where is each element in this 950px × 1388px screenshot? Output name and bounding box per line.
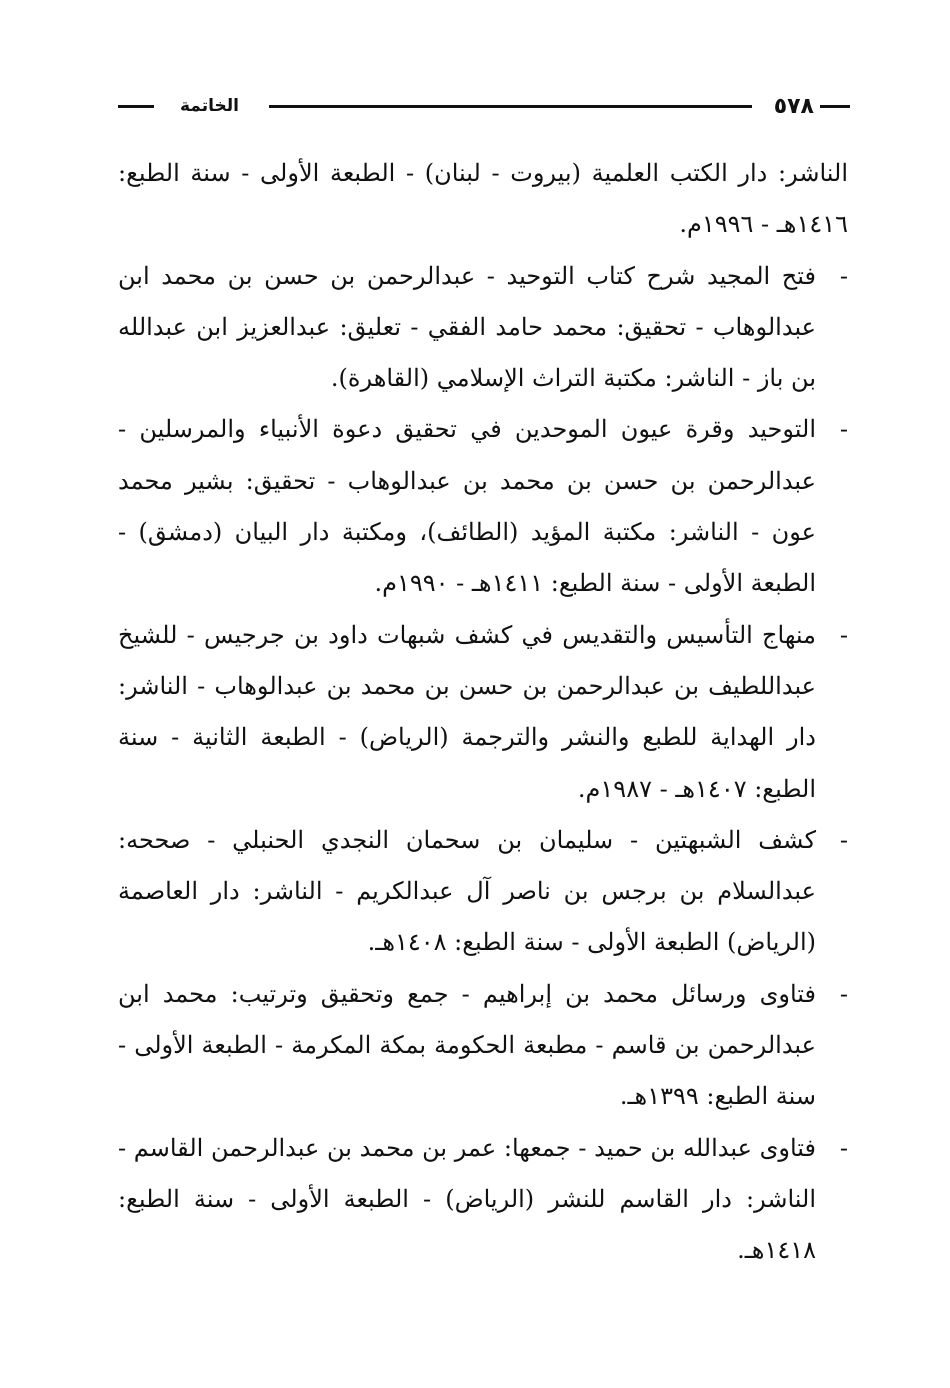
bibliography-entry [118, 1123, 848, 1277]
entry-text: فتح المجيد شرح كتاب التوحيد - عبدالرحمن بن حسن بن محمد ابن عبدالوهاب - تحقيق: محمد حامد الفقي - تعليق: عبدالعزيز ابن عبدالله بن باز - الناشر: مكتبة التراث الإسلامي (القاهرة). [118, 261, 816, 393]
bibliography-entry [118, 969, 848, 1123]
entry-bullet: - [839, 261, 848, 290]
entry-text: التوحيد وقرة عيون الموحدين في تحقيق دعوة الأنبياء والمرسلين - عبدالرحمن بن حسن بن محمد بن عبدالوهاب - تحقيق: بشير محمد عون - الناشر: مكتبة المؤيد (الطائف)، ومكتبة دار البيان (دمشق) - الطبعة الأولى - سنة الطبع: ١٤١١هـ - ١٩٩٠م. [118, 415, 816, 598]
entry-bullet: - [839, 415, 848, 444]
page-number: ٥٧٨ [773, 93, 814, 119]
entry-text: فتاوى عبدالله بن حميد - جمعها: عمر بن محمد بن عبدالرحمن القاسم - الناشر: دار القاسم للنشر (الرياض) - الطبعة الأولى - سنة الطبع: ١٤١٨هـ. [118, 1133, 816, 1265]
entry-bullet: - [839, 620, 848, 649]
header-dash [118, 105, 154, 108]
entry-text: الناشر: دار الكتب العلمية (بيروت - لبنان) - الطبعة الأولى - سنة الطبع: ١٤١٦هـ - ١٩٩٦م. [118, 159, 848, 239]
entry-bullet: - [839, 979, 848, 1008]
bibliography-entry [118, 815, 848, 969]
bibliography-entry [118, 251, 848, 405]
header-rule [269, 105, 752, 108]
bibliography-entry [118, 610, 848, 815]
entry-text: فتاوى ورسائل محمد بن إبراهيم - جمع وتحقيق وترتيب: محمد ابن عبدالرحمن بن قاسم - مطبعة الحكومة بمكة المكرمة - الطبعة الأولى - سنة الطبع: ١٣٩٩هـ. [118, 979, 816, 1111]
bibliography-entry [118, 148, 848, 251]
entry-text: منهاج التأسيس والتقديس في كشف شبهات داود بن جرجيس - للشيخ عبداللطيف بن عبدالرحمن بن حسن بن محمد بن عبدالوهاب - الناشر: دار الهداية للطبع والنشر والترجمة (الرياض) - الطبعة الثانية - سنة الطبع: ١٤٠٧هـ - ١٩٨٧م. [118, 620, 816, 803]
chapter-title: الخاتمة [180, 96, 239, 116]
bibliography-entry [118, 404, 848, 609]
entry-bullet: - [839, 825, 848, 854]
running-header [118, 86, 850, 126]
entry-text: كشف الشبهتين - سليمان بن سحمان النجدي الحنبلي - صححه: عبدالسلام بن برجس بن ناصر آل عبدالكريم - الناشر: دار العاصمة (الرياض) الطبعة الأولى - سنة الطبع: ١٤٠٨هـ. [118, 825, 816, 957]
header-dash [820, 105, 850, 108]
bibliography-list [118, 148, 848, 1277]
entry-bullet: - [839, 1133, 848, 1162]
